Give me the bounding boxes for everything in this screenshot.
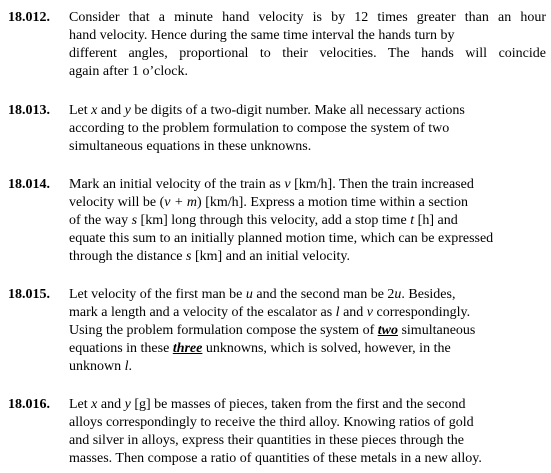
problem-18-012: [8, 9, 548, 81]
var-u: u: [394, 287, 402, 302]
emphasis-three: three: [172, 341, 203, 356]
text-line: Let velocity of the first man be u and the second man be 2u. Besides,: [69, 287, 456, 302]
text-line: Using the problem formulation compose the system of two simultaneous: [69, 323, 476, 338]
text-line: hand velocity. Hence during the same time interval the hands turn by: [69, 28, 455, 43]
text-line: velocity will be (v + m) [km/h]. Express a motion time within a section: [69, 195, 469, 210]
problem-text: [69, 286, 546, 376]
var-y: y: [124, 397, 131, 412]
problem-18-016: [8, 396, 548, 468]
text-line: again after 1 o’clock.: [69, 64, 188, 79]
emphasis-two: two: [377, 323, 398, 338]
text-line: and silver in alloys, express their quantities in these pieces through the: [69, 433, 465, 448]
problem-18-013: [8, 102, 548, 156]
text-line: Consider that a minute hand velocity is by 12 times greater than an hour: [69, 10, 546, 25]
text-line: masses. Then compose a ratio of quantities of these metals in a new alloy.: [69, 451, 482, 466]
problem-text: [69, 9, 546, 81]
problem-text: [69, 102, 546, 156]
problem-text: [69, 396, 546, 468]
var-y: y: [124, 103, 131, 118]
text-line: simultaneous equations in these unknowns.: [69, 139, 312, 154]
text-line: different angles, proportional to their velocities. The hands will coincide: [69, 46, 546, 61]
text-line: through the distance s [km] and an initial velocity.: [69, 249, 350, 264]
var-l: l: [335, 305, 340, 320]
problem-number: 18.013.: [8, 103, 50, 118]
text-line: Let x and y [g] be masses of pieces, taken from the first and the second: [69, 397, 466, 412]
var-l: l: [124, 359, 129, 374]
text-line: of the way s [km] long through this velocity, add a stop time t [h] and: [69, 213, 458, 228]
problem-number: 18.012.: [8, 10, 50, 25]
var-v: v: [284, 177, 291, 192]
text-line: equate this sum to an initially planned motion time, which can be expressed: [69, 231, 494, 246]
expr-v-plus-m: v + m: [164, 195, 198, 210]
text-line: Mark an initial velocity of the train as v [km/h]. Then the train increased: [69, 177, 474, 192]
problem-18-015: [8, 286, 548, 376]
var-s: s: [131, 213, 138, 228]
text-line: according to the problem formulation to compose the system of two: [69, 121, 450, 136]
var-u: u: [245, 287, 253, 302]
text-line: alloys correspondingly to receive the third alloy. Knowing ratios of gold: [69, 415, 474, 430]
text-line: equations in these three unknowns, which is solved, however, in the: [69, 341, 451, 356]
var-x: x: [91, 397, 98, 412]
text-line: Let x and y be digits of a two-digit number. Make all necessary actions: [69, 103, 465, 118]
text-line: unknown l.: [69, 359, 133, 374]
problem-18-014: [8, 176, 548, 266]
problem-number: 18.014.: [8, 177, 50, 192]
text-line: mark a length and a velocity of the escalator as l and v correspondingly.: [69, 305, 471, 320]
var-x: x: [91, 103, 98, 118]
problem-number: 18.015.: [8, 287, 50, 302]
var-s: s: [186, 249, 192, 264]
problem-number: 18.016.: [8, 397, 50, 412]
problem-text: [69, 176, 546, 266]
var-t: t: [410, 213, 415, 228]
var-v: v: [366, 305, 373, 320]
